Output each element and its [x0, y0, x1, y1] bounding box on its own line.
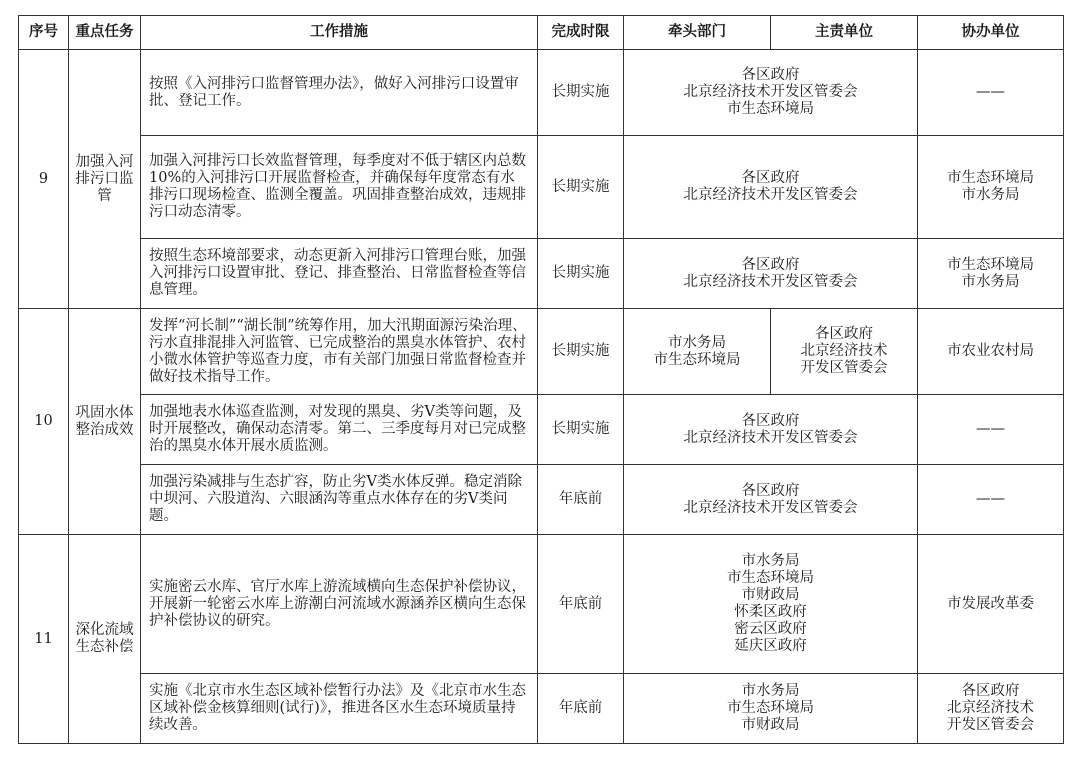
row-no: 11 — [19, 535, 69, 744]
header-measures: 工作措施 — [141, 16, 538, 50]
responsible-line: 延庆区政府 — [734, 638, 807, 654]
lead-line: 市水务局 — [668, 334, 726, 351]
row-responsible — [624, 465, 918, 535]
header-main: 主责单位 — [771, 16, 918, 50]
row-lead — [624, 309, 771, 395]
responsible-line: 各区政府 — [741, 67, 800, 83]
header-deadline: 完成时限 — [538, 16, 624, 50]
responsible-line: 各区政府 — [741, 170, 800, 186]
row-assist — [918, 465, 1064, 535]
assist-line: 开发区管委会 — [947, 717, 1034, 733]
table-row — [19, 136, 1064, 239]
row-task: 巩固水体整治成效 — [69, 309, 141, 535]
row-assist — [918, 395, 1064, 465]
responsible-line: 各区政府 — [741, 256, 800, 273]
row-no: 9 — [19, 50, 69, 309]
assist-dash: —— — [976, 84, 1005, 100]
row-responsible — [624, 674, 918, 744]
row-deadline: 年底前 — [538, 674, 624, 744]
row-assist — [918, 239, 1064, 309]
responsible-line: 怀柔区政府 — [734, 604, 807, 620]
main-line: 开发区管委会 — [800, 360, 888, 376]
row-responsible — [624, 239, 918, 309]
row-responsible — [624, 136, 918, 239]
row-responsible — [624, 50, 918, 136]
table-row — [19, 239, 1064, 309]
row-measure: 加强污染减排与生态扩容，防止劣Ⅴ类水体反弹。稳定消除中坝河、六股道沟、六眼涵沟等重点水体存在的劣Ⅴ类问题。 — [141, 465, 538, 535]
row-task: 加强入河排污口监管 — [69, 50, 141, 309]
main-line: 北京经济技术 — [800, 343, 888, 359]
responsible-line: 北京经济技术开发区管委会 — [683, 187, 858, 203]
assist-line: 市生态环境局 — [947, 256, 1034, 273]
responsible-line: 各区政府 — [741, 482, 800, 499]
responsible-line: 市财政局 — [741, 717, 800, 733]
row-assist: 市发展改革委 — [918, 535, 1064, 674]
responsible-line: 市水务局 — [741, 683, 800, 699]
table-row — [19, 395, 1064, 465]
row-assist — [918, 136, 1064, 239]
row-measure: 发挥“河长制”“湖长制”统筹作用，加大汛期面源污染治理、污水直排混排入河监管、已完成整治的黑臭水体管护、农村小微水体管护等巡查力度，市有关部门加强日常监督检查并做好技术指导工作。 — [141, 309, 538, 395]
row-measure: 加强入河排污口长效监督管理，每季度对不低于辖区内总数10%的入河排污口开展监督检查，并确保每年度常态有水排污口现场检查、监测全覆盖。巩固排查整治成效，违规排污口动态清零。 — [141, 136, 538, 239]
row-deadline: 年底前 — [538, 465, 624, 535]
row-measure: 加强地表水体巡查监测，对发现的黑臭、劣Ⅴ类等问题，及时开展整改，确保动态清零。第二、三季度每月对已完成整治的黑臭水体开展水质监测。 — [141, 395, 538, 465]
assist-dash: —— — [976, 491, 1005, 507]
row-deadline: 长期实施 — [538, 395, 624, 465]
header-no: 序号 — [19, 16, 69, 50]
row-deadline: 年底前 — [538, 535, 624, 674]
row-assist — [918, 674, 1064, 744]
task-table — [18, 15, 1064, 744]
row-measure: 按照《入河排污口监督管理办法》，做好入河排污口设置审批、登记工作。 — [141, 50, 538, 136]
header-assist: 协办单位 — [918, 16, 1064, 50]
assist-line: 市水务局 — [961, 187, 1020, 203]
row-measure: 实施《北京市水生态区域补偿暂行办法》及《北京市水生态区域补偿金核算细则(试行)》，推进各区水生态环境质量持续改善。 — [141, 674, 538, 744]
responsible-line: 市水务局 — [741, 553, 800, 569]
responsible-line: 北京经济技术开发区管委会 — [683, 429, 858, 446]
row-responsible — [624, 395, 918, 465]
header-lead: 牵头部门 — [624, 16, 771, 50]
responsible-line: 市生态环境局 — [727, 101, 814, 117]
row-deadline: 长期实施 — [538, 239, 624, 309]
row-no: 10 — [19, 309, 69, 535]
assist-line: 北京经济技术 — [947, 700, 1034, 716]
responsible-line: 各区政府 — [741, 412, 800, 429]
row-task: 深化流域生态补偿 — [69, 535, 141, 744]
row-responsible — [624, 535, 918, 674]
assist-line: 市水务局 — [961, 273, 1020, 290]
assist-dash: —— — [976, 421, 1005, 437]
row-deadline: 长期实施 — [538, 136, 624, 239]
table-row — [19, 465, 1064, 535]
row-assist: 市农业农村局 — [918, 309, 1064, 395]
responsible-line: 北京经济技术开发区管委会 — [683, 499, 858, 516]
row-measure: 按照生态环境部要求，动态更新入河排污口管理台账，加强入河排污口设置审批、登记、排查整治、日常监督检查等信息管理。 — [141, 239, 538, 309]
table-row — [19, 309, 1064, 395]
table-row — [19, 535, 1064, 674]
table-row — [19, 674, 1064, 744]
assist-line: 各区政府 — [961, 683, 1020, 699]
responsible-line: 密云区政府 — [734, 621, 807, 637]
table-row — [19, 50, 1064, 136]
row-main — [771, 309, 918, 395]
header-row — [19, 16, 1064, 50]
responsible-line: 北京经济技术开发区管委会 — [683, 273, 858, 290]
responsible-line: 市财政局 — [741, 587, 800, 603]
header-task: 重点任务 — [69, 16, 141, 50]
lead-line: 市生态环境局 — [653, 351, 741, 368]
responsible-line: 市生态环境局 — [727, 570, 814, 586]
row-measure: 实施密云水库、官厅水库上游流域横向生态保护补偿协议，开展新一轮密云水库上游潮白河流域水源涵养区横向生态保护补偿协议的研究。 — [141, 535, 538, 674]
responsible-line: 北京经济技术开发区管委会 — [683, 84, 858, 100]
row-deadline: 长期实施 — [538, 309, 624, 395]
row-deadline: 长期实施 — [538, 50, 624, 136]
main-line: 各区政府 — [815, 326, 873, 342]
responsible-line: 市生态环境局 — [727, 700, 814, 716]
assist-line: 市生态环境局 — [947, 170, 1034, 186]
row-assist — [918, 50, 1064, 136]
